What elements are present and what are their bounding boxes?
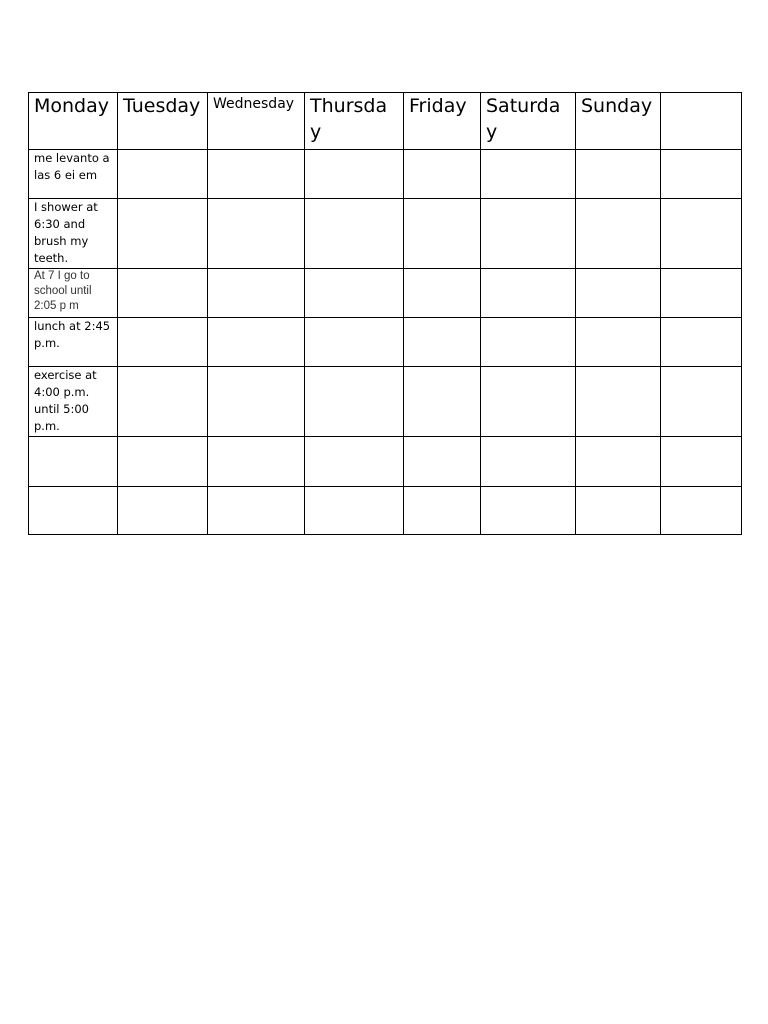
empty-cell xyxy=(404,150,481,199)
day-header-sunday: Sunday xyxy=(576,93,661,150)
empty-cell xyxy=(481,367,576,437)
monday-entry-cell xyxy=(29,437,118,487)
empty-cell xyxy=(305,437,404,487)
empty-cell xyxy=(661,487,742,535)
day-header-saturday: Saturday xyxy=(481,93,576,150)
empty-cell xyxy=(118,437,208,487)
monday-entry-cell: At 7 I go to school until 2:05 p m xyxy=(29,269,118,318)
empty-cell xyxy=(576,367,661,437)
empty-cell xyxy=(208,199,305,269)
empty-cell xyxy=(576,199,661,269)
empty-cell xyxy=(481,269,576,318)
empty-cell xyxy=(118,367,208,437)
empty-cell xyxy=(118,269,208,318)
table-row xyxy=(29,487,742,535)
empty-cell xyxy=(118,199,208,269)
empty-cell xyxy=(305,318,404,367)
day-header-thursday: Thursday xyxy=(305,93,404,150)
empty-cell xyxy=(404,487,481,535)
table-row xyxy=(29,269,742,318)
empty-cell xyxy=(305,269,404,318)
empty-cell xyxy=(305,199,404,269)
empty-cell xyxy=(576,318,661,367)
weekly-schedule-table xyxy=(28,92,742,535)
empty-cell xyxy=(404,437,481,487)
empty-cell xyxy=(208,487,305,535)
empty-cell xyxy=(305,367,404,437)
table-row xyxy=(29,150,742,199)
empty-cell xyxy=(481,437,576,487)
empty-cell xyxy=(208,367,305,437)
empty-cell xyxy=(661,437,742,487)
monday-entry-cell xyxy=(29,487,118,535)
empty-cell xyxy=(118,487,208,535)
monday-entry-cell: lunch at 2:45 p.m. xyxy=(29,318,118,367)
empty-cell xyxy=(661,269,742,318)
empty-cell xyxy=(661,150,742,199)
header-row xyxy=(29,93,742,150)
empty-cell xyxy=(404,367,481,437)
day-header-monday: Monday xyxy=(29,93,118,150)
monday-entry-cell: me levanto a las 6 ei em xyxy=(29,150,118,199)
empty-cell xyxy=(118,318,208,367)
empty-cell xyxy=(481,487,576,535)
empty-cell xyxy=(576,150,661,199)
table-row xyxy=(29,318,742,367)
empty-cell xyxy=(118,150,208,199)
monday-entry-cell: I shower at 6:30 and brush my teeth. xyxy=(29,199,118,269)
empty-cell xyxy=(305,487,404,535)
empty-cell xyxy=(661,318,742,367)
empty-cell xyxy=(404,269,481,318)
day-header-tuesday: Tuesday xyxy=(118,93,208,150)
day-header-extra xyxy=(661,93,742,150)
empty-cell xyxy=(208,269,305,318)
empty-cell xyxy=(404,318,481,367)
empty-cell xyxy=(661,367,742,437)
table-row xyxy=(29,437,742,487)
empty-cell xyxy=(481,199,576,269)
monday-entry-cell: exercise at 4:00 p.m. until 5:00 p.m. xyxy=(29,367,118,437)
empty-cell xyxy=(208,150,305,199)
empty-cell xyxy=(481,150,576,199)
empty-cell xyxy=(208,437,305,487)
empty-cell xyxy=(576,269,661,318)
empty-cell xyxy=(404,199,481,269)
empty-cell xyxy=(576,487,661,535)
empty-cell xyxy=(661,199,742,269)
empty-cell xyxy=(305,150,404,199)
empty-cell xyxy=(576,437,661,487)
empty-cell xyxy=(208,318,305,367)
day-header-friday: Friday xyxy=(404,93,481,150)
day-header-wednesday: Wednesday xyxy=(208,93,305,150)
empty-cell xyxy=(481,318,576,367)
table-row xyxy=(29,199,742,269)
table-row xyxy=(29,367,742,437)
